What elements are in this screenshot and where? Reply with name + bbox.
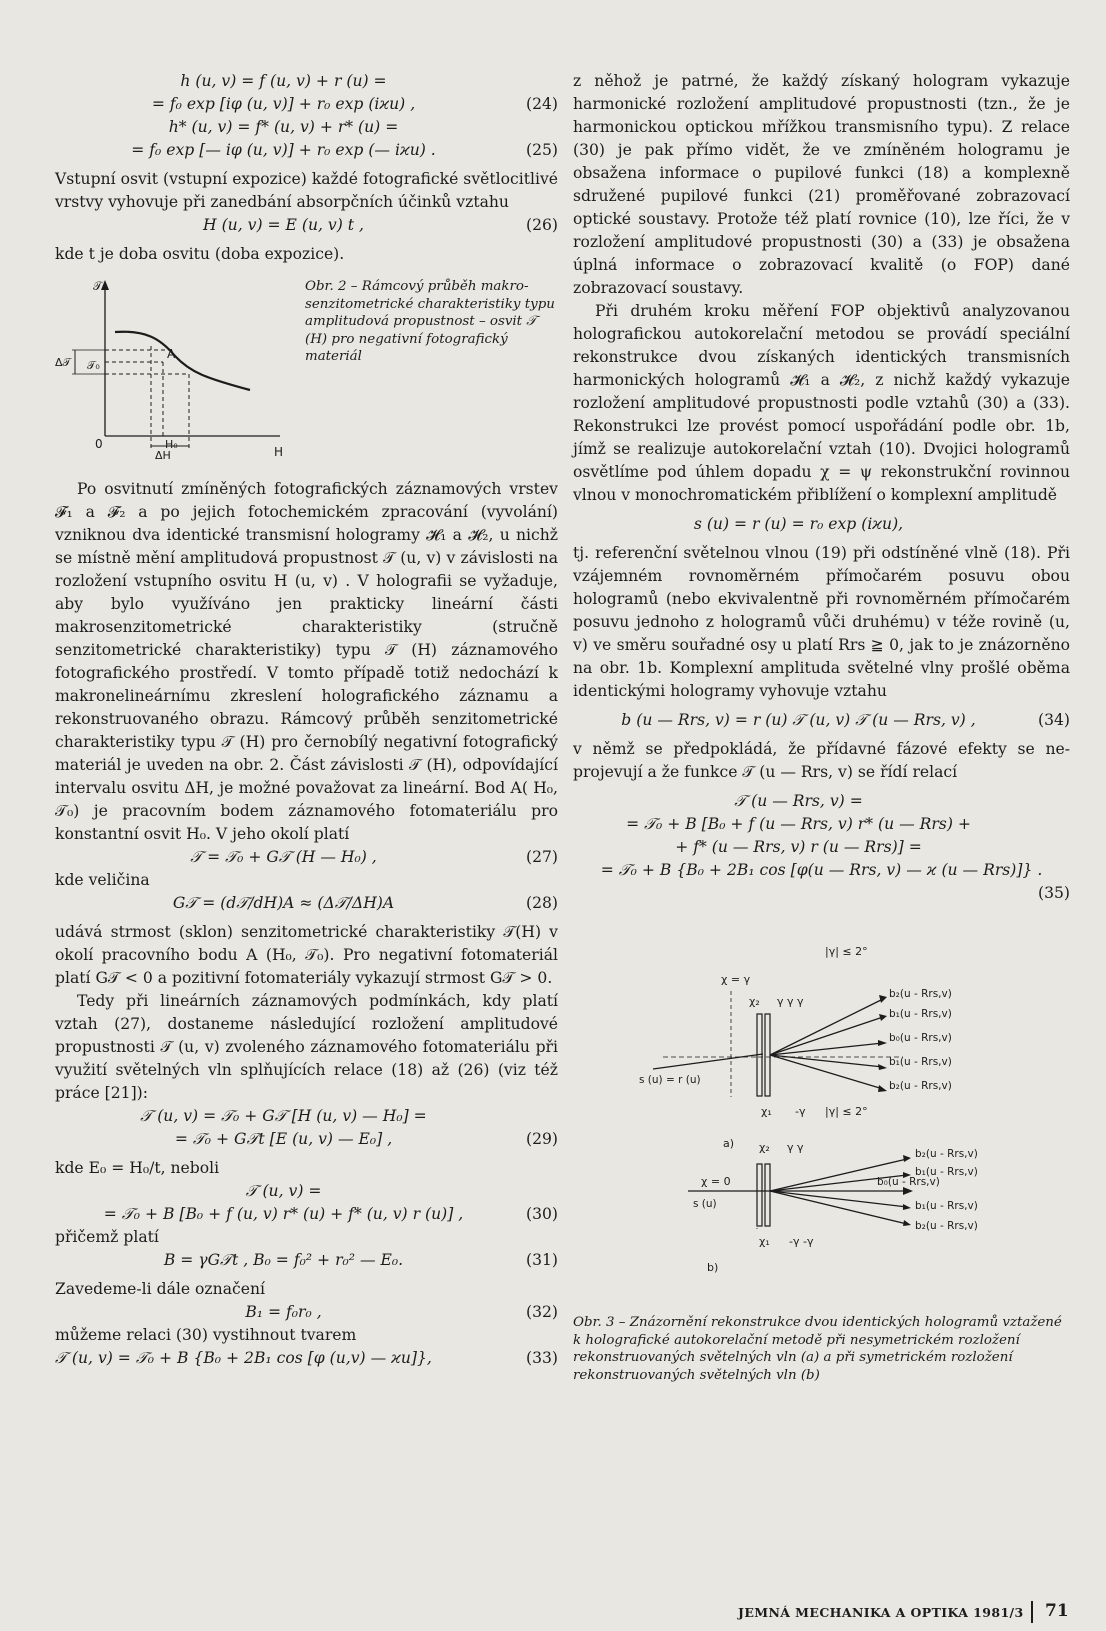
- b2m-label: b₂(u - Rrs,v): [889, 1080, 952, 1092]
- ray-b2m: [770, 1191, 907, 1224]
- chi2-label: χ₂: [749, 995, 760, 1008]
- paragraph: můžeme relaci (30) vystihnout tvarem: [55, 1326, 357, 1344]
- ray-b1m: [770, 1191, 907, 1207]
- paragraph: Vstupní osvit (vstupní expozice) každé fotografické světlocitlivé vrstvy vyhovuje při zanedbání absorpčních účinků vztahu: [55, 170, 558, 211]
- su-label: s (u) = r (u): [639, 1074, 701, 1086]
- point-a-label: A: [167, 347, 176, 361]
- b0-label: b₀(u - Rrs,v): [877, 1176, 940, 1188]
- t0-label: 𝒯₀: [87, 359, 100, 372]
- origin-label: 0: [95, 437, 103, 451]
- equation-30: = 𝒯₀ + B [B₀ + f (u, v) r* (u) + f* (u, v) r (u)] , (30): [55, 1203, 558, 1226]
- delta-t-label: Δ𝒯: [55, 356, 71, 369]
- chi-label: χ = 0: [701, 1175, 731, 1188]
- h0-label: H₀: [165, 438, 178, 451]
- footer-divider: [1031, 1601, 1033, 1623]
- journal-title: JEMNÁ MECHANIKA A OPTIKA 1981/3: [738, 1605, 1024, 1620]
- equation-33: 𝒯 (u, v) = 𝒯₀ + B {B₀ + 2B₁ cos [φ (u,v) — ϰu]}, (33): [55, 1347, 558, 1370]
- equation-number: (25): [525, 141, 558, 159]
- chi1-label: χ₁: [761, 1105, 772, 1118]
- y-axis-label: 𝒯: [93, 279, 103, 293]
- equation-26: H (u, v) = E (u, v) t , (26): [55, 214, 558, 237]
- equation-number: (35): [1037, 884, 1070, 902]
- equation-35-line4: = 𝒯₀ + B {B₀ + 2B₁ cos [φ(u — Rrs, v) — ϰ (u — Rrs)]} .: [600, 861, 1043, 879]
- hologram-reconstruction-diagram: [573, 919, 1070, 1307]
- equation-31: B = γG𝒯t , B₀ = f₀² + r₀² — E₀. (31): [55, 1249, 558, 1272]
- delta-h-label: ΔH: [155, 449, 171, 462]
- paragraph: z něhož je patrné, že každý získaný hologram vykazuje harmonické rozložení amplitudové propustnosti (tzn., že je harmonickou optickou mřížkou transmisního typu). Z relace (30) je pak přímo vidět, že ve zmíněném hologramu je obsažena informace o pupilové funkci (18) a komplexně sdružené pupilové funkci (21) proměřované zobrazovací optické soustavy. Protože též platí rovnice (10), lze říci, že v rozložení amplitudové propustnosti (30) a (33) je obsažena úplná informace o zobrazovací kvalitě (o FOP) dané zobrazovací soustavy.: [573, 72, 1070, 297]
- b1m-label: b₁(u - Rrs,v): [889, 1056, 952, 1068]
- equation-35-line2: = 𝒯₀ + B [B₀ + f (u — Rrs, v) r* (u — Rrs) +: [626, 815, 971, 833]
- panel-b-label: b): [707, 1261, 719, 1274]
- equation-s: s (u) = r (u) = r₀ exp (iϰu),: [693, 515, 904, 533]
- paragraph: Tedy při lineárních záznamových podmínkách, kdy platí vztah (27), dostaneme následující rozložení amplitudové propustnosti 𝒯 (u, v) zvoleného záznamového fotomateriálu při využití světelných vln splňujících relace (18) až (26) (viz též práce [21]):: [55, 992, 558, 1102]
- paragraph: Při druhém kroku měření FOP objektivů analyzovanou holografickou autokorelační metodou se provádí speciální rekonstrukce dvou získaných identických transmisních harmonických hologramů 𝓗₁ a 𝓗₂, z nichž každý vykazuje rozložení amplitudové propustnosti podle vztahů (30) a (33). Rekonstrukci lze provést pomocí uspořádání podle obr. 1b, jímž se realizuje autokorelační vztah (10). Dvojici hologramů osvětlíme pod úhlem dopadu χ = ψ rekonstrukční rovinnou vlnou v monochromatickém přiblížení o komplexní amplitudě: [573, 302, 1070, 504]
- hologram-2: [765, 1014, 770, 1096]
- equation-29: = 𝒯₀ + G𝒯t [E (u, v) — E₀] , (29): [55, 1128, 558, 1151]
- chi2-label: χ₂: [759, 1141, 770, 1154]
- figure-3-caption: Obr. 3 – Znázornění rekonstrukce dvou identických hologramů vztažené k holografické autokorelační metodě při nesymetrickém rozložení rekonstruovaných světelných vln (a) a při symetrickém rozložení rekonstruovaných světelných vln (b): [573, 1315, 1062, 1383]
- paragraph: kde t je doba osvitu (doba expozice).: [55, 245, 345, 263]
- b1m-label: b₁(u - Rrs,v): [915, 1200, 978, 1212]
- equation-35-line1: 𝒯 (u — Rrs, v) =: [734, 792, 863, 810]
- panel-a-label: a): [723, 1137, 735, 1150]
- gamma-limit-label: |γ| ≤ 2°: [825, 945, 868, 958]
- page-number: 71: [1045, 1601, 1069, 1621]
- equation-35-line3: + f* (u — Rrs, v) r (u — Rrs)] =: [675, 838, 922, 856]
- gammas-label: γ γ γ: [777, 995, 804, 1008]
- equation-number: (34): [1037, 711, 1070, 729]
- page-footer: [0, 1601, 1106, 1625]
- equation-29-line1: 𝒯 (u, v) = 𝒯₀ + G𝒯 [H (u, v) — H₀] =: [140, 1107, 427, 1125]
- figure-2: [55, 276, 558, 464]
- paragraph: kde veličina: [55, 871, 150, 889]
- sensitometric-curve-diagram: [55, 276, 300, 464]
- equation-27: 𝒯 = 𝒯₀ + G𝒯 (H — H₀) , (27): [55, 846, 558, 869]
- chi1-label: χ₁: [759, 1235, 770, 1248]
- b2-label: b₂(u - Rrs,v): [889, 988, 952, 1000]
- minus-gamma-label: -γ -γ: [789, 1235, 814, 1248]
- equation-number: (32): [525, 1303, 558, 1321]
- panel-b: [688, 1105, 978, 1274]
- x-axis-label: H: [274, 445, 284, 459]
- equation-25-line1: h* (u, v) = f* (u, v) + r* (u) =: [168, 118, 399, 136]
- equation-number: (27): [525, 848, 558, 866]
- equation-number: (28): [525, 894, 558, 912]
- ray-b2m: [770, 1055, 883, 1089]
- equation-number: (31): [525, 1251, 558, 1269]
- equation-24: = f₀ exp [iφ (u, v)] + r₀ exp (iϰu) , (24): [55, 93, 558, 116]
- equation-number: (24): [525, 95, 558, 113]
- paragraph: přičemž platí: [55, 1228, 159, 1246]
- incident-ray: [653, 1054, 763, 1069]
- equation-number: (30): [525, 1205, 558, 1223]
- su-label: s (u): [693, 1198, 717, 1210]
- equation-35: [573, 882, 1070, 905]
- paragraph: Zavedeme-li dále označení: [55, 1280, 265, 1298]
- characteristic-curve: [115, 332, 250, 390]
- paragraph: v němž se předpokládá, že přídavné fázové efekty se neprojevují a že funkce 𝒯 (u — Rrs, v) se řídí relací: [573, 740, 1070, 781]
- panel-a: [639, 945, 952, 1150]
- b0-label: b₀(u - Rrs,v): [889, 1032, 952, 1044]
- equation-number: (29): [525, 1130, 558, 1148]
- equation-28: G𝒯 = (d𝒯/dH)A ≈ (Δ𝒯/ΔH)A (28): [55, 892, 558, 915]
- equation-25: = f₀ exp [— iφ (u, v)] + r₀ exp (— iϰu) . (25): [55, 139, 558, 162]
- right-column: [573, 70, 1070, 1384]
- hologram-2: [765, 1164, 770, 1226]
- paragraph: kde E₀ = H₀/t, neboli: [55, 1159, 220, 1177]
- b2m-label: b₂(u - Rrs,v): [915, 1220, 978, 1232]
- equation-number: (33): [525, 1349, 558, 1367]
- paragraph: tj. referenční světelnou vlnou (19) při odstíněné vlně (18). Při vzájemném rovnoměrném přímočarém posuvu obou hologramů (nebo ekvivalentně při rovnoměrném přímočarém posuvu jednoho z hologramů vůči druhému) v téže rovině (u, v) ve směru souřadné osy u platí Rrs ≧ 0, jak to je znázorněno na obr. 1b. Komplexní amplituda světelné vlny prošlé oběma identickými hologramy vyhovuje vztahu: [573, 544, 1070, 700]
- b1-label: b₁(u - Rrs,v): [889, 1008, 952, 1020]
- equation-34: b (u — Rrs, v) = r (u) 𝒯 (u, v) 𝒯 (u — Rrs, v) , (34): [573, 709, 1070, 732]
- equation-number: (26): [525, 216, 558, 234]
- gamma-limit-label: |γ| ≤ 2°: [825, 1105, 868, 1118]
- equation-30-line1: 𝒯 (u, v) =: [245, 1182, 322, 1200]
- equation-32: B₁ = f₀r₀ , (32): [55, 1301, 558, 1324]
- figure-3: [573, 919, 1070, 1384]
- b1-label: b₁(u - Rrs,v): [915, 1166, 978, 1178]
- chi-label: χ = γ: [721, 973, 751, 986]
- b2-label: b₂(u - Rrs,v): [915, 1148, 978, 1160]
- equation-24-line1: h (u, v) = f (u, v) + r (u) =: [180, 72, 387, 90]
- figure-2-caption: Obr. 2 – Rámcový průběh makrosenzitometrické charakteristiky typu amplitudová propustnost – osvit 𝒯 (H) pro negativní fotografický materiál: [305, 279, 555, 364]
- minus-gamma-label: -γ: [795, 1105, 806, 1118]
- hologram-1: [757, 1164, 762, 1226]
- left-column: [55, 70, 558, 1370]
- paragraph: Po osvitnutí zmíněných fotografických záznamových vrstev 𝓕₁ a 𝓕₂ a po jejich fotochemickém zpracování (vyvolání) vzniknou dva identické transmisní hologramy 𝓗₁ a 𝓗₂, u nichž se místně mění amplitudová propustnost 𝒯 (u, v) v závislosti na rozložení vstupního osvitu H (u, v) . V holografii se vyžaduje, aby bylo využíváno jen prakticky lineární části makrosenzitometrické charakteristiky (stručně senzitometrické charakteristiky) typu 𝒯 (H) záznamového fotografického prostředí. V tomto případě totiž nedochází k makronelineárnímu zkreslení holografického záznamu a rekonstruovaného obrazu. Rámcový průběh senzitometrické charakteristiky typu 𝒯 (H) pro černobílý negativní fotografický materiál je uveden na obr. 2. Část závislosti 𝒯 (H), odpovídající intervalu osvitu ΔH, je možné považovat za lineární. Bod A( H₀, 𝒯₀) je pracovním bodem záznamového fotomateriálu pro konstantní osvit H₀. V jeho okolí platí: [55, 480, 558, 843]
- gammas-label: γ γ: [787, 1141, 804, 1154]
- paragraph: udává strmost (sklon) senzitometrické charakteristiky 𝒯(H) v okolí pracovního bodu A (H₀, 𝒯₀). Pro negativní fotomateriál platí G𝒯 < 0 a pozitivní fotomateriály vykazují strmost G𝒯 > 0.: [55, 923, 558, 987]
